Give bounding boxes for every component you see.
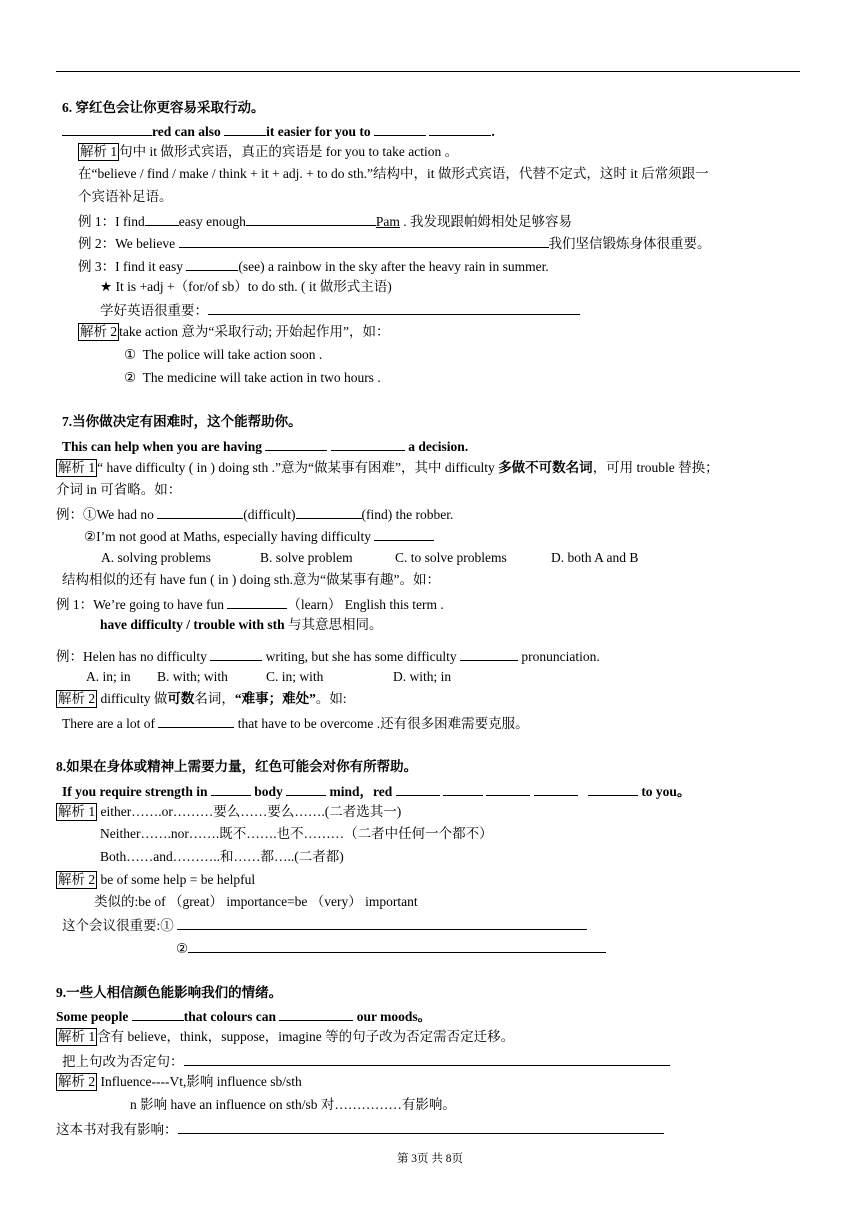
- blank[interactable]: [396, 781, 440, 796]
- analysis-label: 解析 1: [58, 460, 96, 475]
- q7-fun-example: 例 1：We’re going to have fun （learn） English this term .: [56, 594, 444, 614]
- blank[interactable]: [265, 436, 327, 451]
- q7-helen-option-b[interactable]: B. with; with: [157, 669, 228, 684]
- analysis-label: 解析 1: [58, 804, 96, 819]
- blank[interactable]: [286, 781, 326, 796]
- q8-title: 8.如果在身体或精神上需要力量，红色可能会对你有所帮助。: [56, 759, 418, 774]
- blank[interactable]: [429, 121, 491, 136]
- blank[interactable]: [296, 504, 362, 519]
- blank[interactable]: [460, 646, 518, 661]
- q6-take-ex2: ② The medicine will take action in two hours .: [124, 370, 381, 385]
- header-rule: [56, 71, 800, 72]
- q6-example-3: 例 3：I find it easy (see) a rainbow in the sky after the heavy rain in summer.: [78, 256, 549, 276]
- analysis-label: 解析 2: [58, 1074, 96, 1089]
- q6-take-ex1: ① The police will take action soon .: [124, 347, 323, 362]
- q7-helen-option-c[interactable]: C. in; with: [266, 669, 324, 684]
- q9-negative: 把上句改为否定句：: [62, 1051, 670, 1071]
- blank[interactable]: [157, 504, 243, 519]
- analysis-label: 解析 2: [80, 324, 118, 339]
- q7-analysis-2: 解析 2 difficulty 做可数名词，“难事；难处”。如:: [58, 691, 347, 706]
- analysis-label: 解析 2: [58, 691, 96, 706]
- blank[interactable]: [486, 781, 530, 796]
- q9-book: 这本书对我有影响：: [56, 1119, 664, 1139]
- answer-line[interactable]: [177, 915, 587, 930]
- q7-option-b[interactable]: B. solve problem: [260, 550, 353, 565]
- q6-example-2: 例 2：We believe 我们坚信锻炼身体很重要。: [78, 233, 711, 253]
- q8-meeting-2: ②: [176, 938, 606, 958]
- blank[interactable]: [588, 781, 638, 796]
- page-footer: 第 3页 共 8页: [396, 1153, 464, 1165]
- q8-meeting-1: 这个会议很重要:①: [62, 915, 587, 935]
- blank[interactable]: [331, 436, 405, 451]
- blank[interactable]: [374, 121, 426, 136]
- analysis-label: 解析 2: [58, 872, 96, 887]
- q6-title: 6. 穿红色会让你更容易采取行动。: [62, 100, 265, 115]
- q6-example-1: 例 1：I find easy enough Pam . 我发现跟帕姆相处足够容易: [78, 211, 572, 231]
- blank[interactable]: [246, 211, 376, 226]
- answer-line[interactable]: [188, 938, 606, 953]
- blank[interactable]: [224, 121, 266, 136]
- q7-example-2: ②I’m not good at Maths, especially having difficulty: [84, 526, 434, 546]
- q6-analysis-1: 解析 1 句中 it 做形式宾语，真正的宾语是 for you to take action 。: [80, 144, 459, 159]
- q7-option-c[interactable]: C. to solve problems: [395, 550, 507, 565]
- blank[interactable]: [132, 1006, 184, 1021]
- q7-helen-option-a[interactable]: A. in; in: [86, 669, 131, 684]
- q7-example-1: 例：①We had no (difficult) (find) the robber.: [56, 504, 453, 524]
- blank[interactable]: [443, 781, 483, 796]
- q9-title: 9.一些人相信颜色能影响我们的情绪。: [56, 985, 283, 1000]
- q6-study: 学好英语很重要：: [100, 300, 580, 320]
- q9-analysis-1: 解析 1 含有 believe，think，suppose，imagine 等的句子改为否定需否定迁移。: [58, 1029, 515, 1044]
- blank[interactable]: [179, 233, 549, 248]
- q6-analysis-2: 解析 2 take action 意为“采取行动; 开始起作用”，如：: [80, 324, 390, 339]
- q7-helen: 例：Helen has no difficulty writing, but she has some difficulty pronunciation.: [56, 646, 600, 666]
- blank[interactable]: [374, 526, 434, 541]
- q9-analysis-2: 解析 2 Influence----Vt,影响 influence sb/sth: [58, 1074, 302, 1089]
- q8-sentence: If you require strength in body mind，red to you。: [62, 781, 690, 801]
- q8-neither: Neither…….nor…….既不…….也不………（二者中任何一个都不）: [100, 826, 493, 841]
- q6-star-rule: ★ It is +adj +（for/of sb）to do sth. ( it 做形式主语): [100, 279, 392, 294]
- blank[interactable]: [62, 121, 152, 136]
- blank[interactable]: [211, 781, 251, 796]
- q7-note-cont: 介词 in 可省略。如：: [56, 482, 182, 497]
- answer-line[interactable]: [208, 300, 580, 315]
- q8-analysis-2: 解析 2 be of some help = be helpful: [58, 872, 256, 887]
- q7-same: have difficulty / trouble with sth 与其意思相同。: [100, 617, 383, 632]
- q6-sentence: red can also it easier for you to .: [62, 121, 495, 141]
- q7-lot: There are a lot of that have to be overcome .还有很多困难需要克服。: [62, 713, 529, 733]
- blank[interactable]: [158, 713, 234, 728]
- q8-similar: 类似的:be of （great） importance=be （very） important: [94, 894, 418, 909]
- analysis-label: 解析 1: [58, 1029, 96, 1044]
- q7-helen-option-d[interactable]: D. with; in: [393, 669, 452, 684]
- q7-option-d[interactable]: D. both A and B: [551, 550, 639, 565]
- q7-analysis-1: 解析 1 “ have difficulty ( in ) doing sth .”意为“做某事有困难”，其中 difficulty 多做不可数名词，可用 trouble 替换；: [58, 460, 719, 475]
- answer-line[interactable]: [178, 1119, 664, 1134]
- q7-title: 7.当你做决定有困难时，这个能帮助你。: [62, 414, 302, 429]
- q7-fun: 结构相似的还有 have fun ( in ) doing sth.意为“做某事有趣”。如：: [62, 572, 440, 587]
- blank[interactable]: [210, 646, 262, 661]
- blank[interactable]: [145, 211, 179, 226]
- analysis-label: 解析 1: [80, 144, 118, 159]
- q7-sentence: This can help when you are having a decision.: [62, 436, 468, 456]
- blank[interactable]: [227, 594, 287, 609]
- q6-note: 在“believe / find / make / think + it + adj. + to do sth.”结构中，it 做形式宾语，代替不定式，这时 it 后常须跟一: [78, 166, 709, 181]
- q9-sentence: Some people that colours can our moods。: [56, 1006, 431, 1026]
- q7-option-a[interactable]: A. solving problems: [101, 550, 211, 565]
- blank[interactable]: [186, 256, 238, 271]
- q9-noun: n 影响 have an influence on sth/sb 对……………有影响。: [130, 1097, 456, 1112]
- q8-analysis-1: 解析 1 either…….or………要么……要么…….(二者选其一): [58, 804, 402, 819]
- answer-line[interactable]: [184, 1051, 670, 1066]
- blank[interactable]: [279, 1006, 353, 1021]
- q8-both: Both……and………..和……都…..(二者都): [100, 849, 344, 864]
- q6-note-cont: 个宾语补足语。: [78, 189, 173, 204]
- blank[interactable]: [534, 781, 578, 796]
